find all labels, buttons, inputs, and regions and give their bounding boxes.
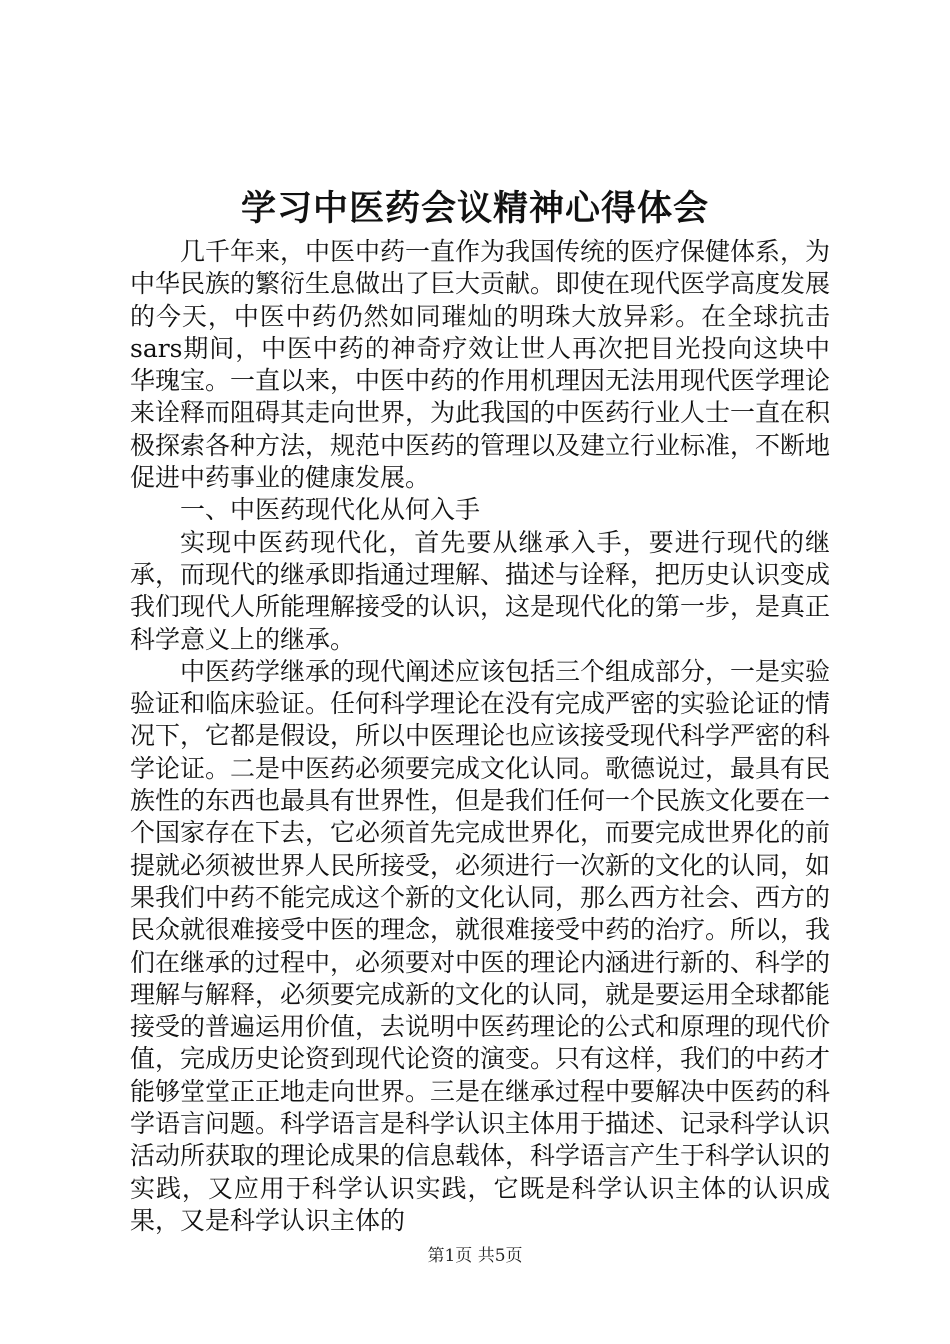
page-footer: 第1页 共5页 bbox=[427, 1246, 523, 1266]
paragraph-intro: 几千年来，中医中药一直作为我国传统的医疗保健体系，为中华民族的繁衍生息做出了巨大贡献。即使在现代医学高度发展的今天，中医中药仍然如同璀灿的明珠大放异彩。在全球抗击sars期间，中医中药的神奇疗效让世人再次把目光投向这块中华瑰宝。一直以来，中医中药的作用机理因无法用现代医学理论来诠释而阻碍其走向世界，为此我国的中医药行业人士一直在积极探索各种方法，规范中医药的管理以及建立行业标准，不断地促进中药事业的健康发展。 bbox=[130, 237, 831, 493]
section-heading: 一、中医药现代化从何入手 bbox=[180, 495, 481, 525]
paragraph-components: 中医药学继承的现代阐述应该包括三个组成部分，一是实验验证和临床验证。任何科学理论在没有完成严密的实验论证的情况下，它都是假设，所以中医理论也应该接受现代科学严密的科学论证。二是中医药必须要完成文化认同。歌德说过，最具有民族性的东西也最具有世界性，但是我们任何一个民族文化要在一个国家存在下去，它必须首先完成世界化，而要完成世界化的前提就必须被世界人民所接受，必须进行一次新的文化的认同，如果我们中药不能完成这个新的文化认同，那么西方社会、西方的民众就很难接受中医的理念，就很难接受中药的治疗。所以，我们在继承的过程中，必须要对中医的理论内涵进行新的、科学的理解与解释，必须要完成新的文化的认同，就是要运用全球都能接受的普遍运用价值，去说明中医药理论的公式和原理的现代价值，完成历史论资到现代论资的演变。只有这样，我们的中药才能够堂堂正正地走向世界。三是在继承过程中要解决中医药的科学语言问题。科学语言是科学认识主体用于描述、记录科学认识活动所获取的理论成果的信息载体，科学语言产生于科学认识的实践，又应用于科学认识实践，它既是科学认识主体的认识成果，又是科学认识主体的 bbox=[130, 656, 831, 1235]
paragraph-inheritance: 实现中医药现代化，首先要从继承入手，要进行现代的继承，而现代的继承即指通过理解、描述与诠释，把历史认识变成我们现代人所能理解接受的认识，这是现代化的第一步，是真正科学意义上的继承。 bbox=[130, 527, 831, 654]
document-body bbox=[130, 236, 830, 1237]
document-title: 学习中医药会议精神心得体会 bbox=[240, 188, 709, 229]
